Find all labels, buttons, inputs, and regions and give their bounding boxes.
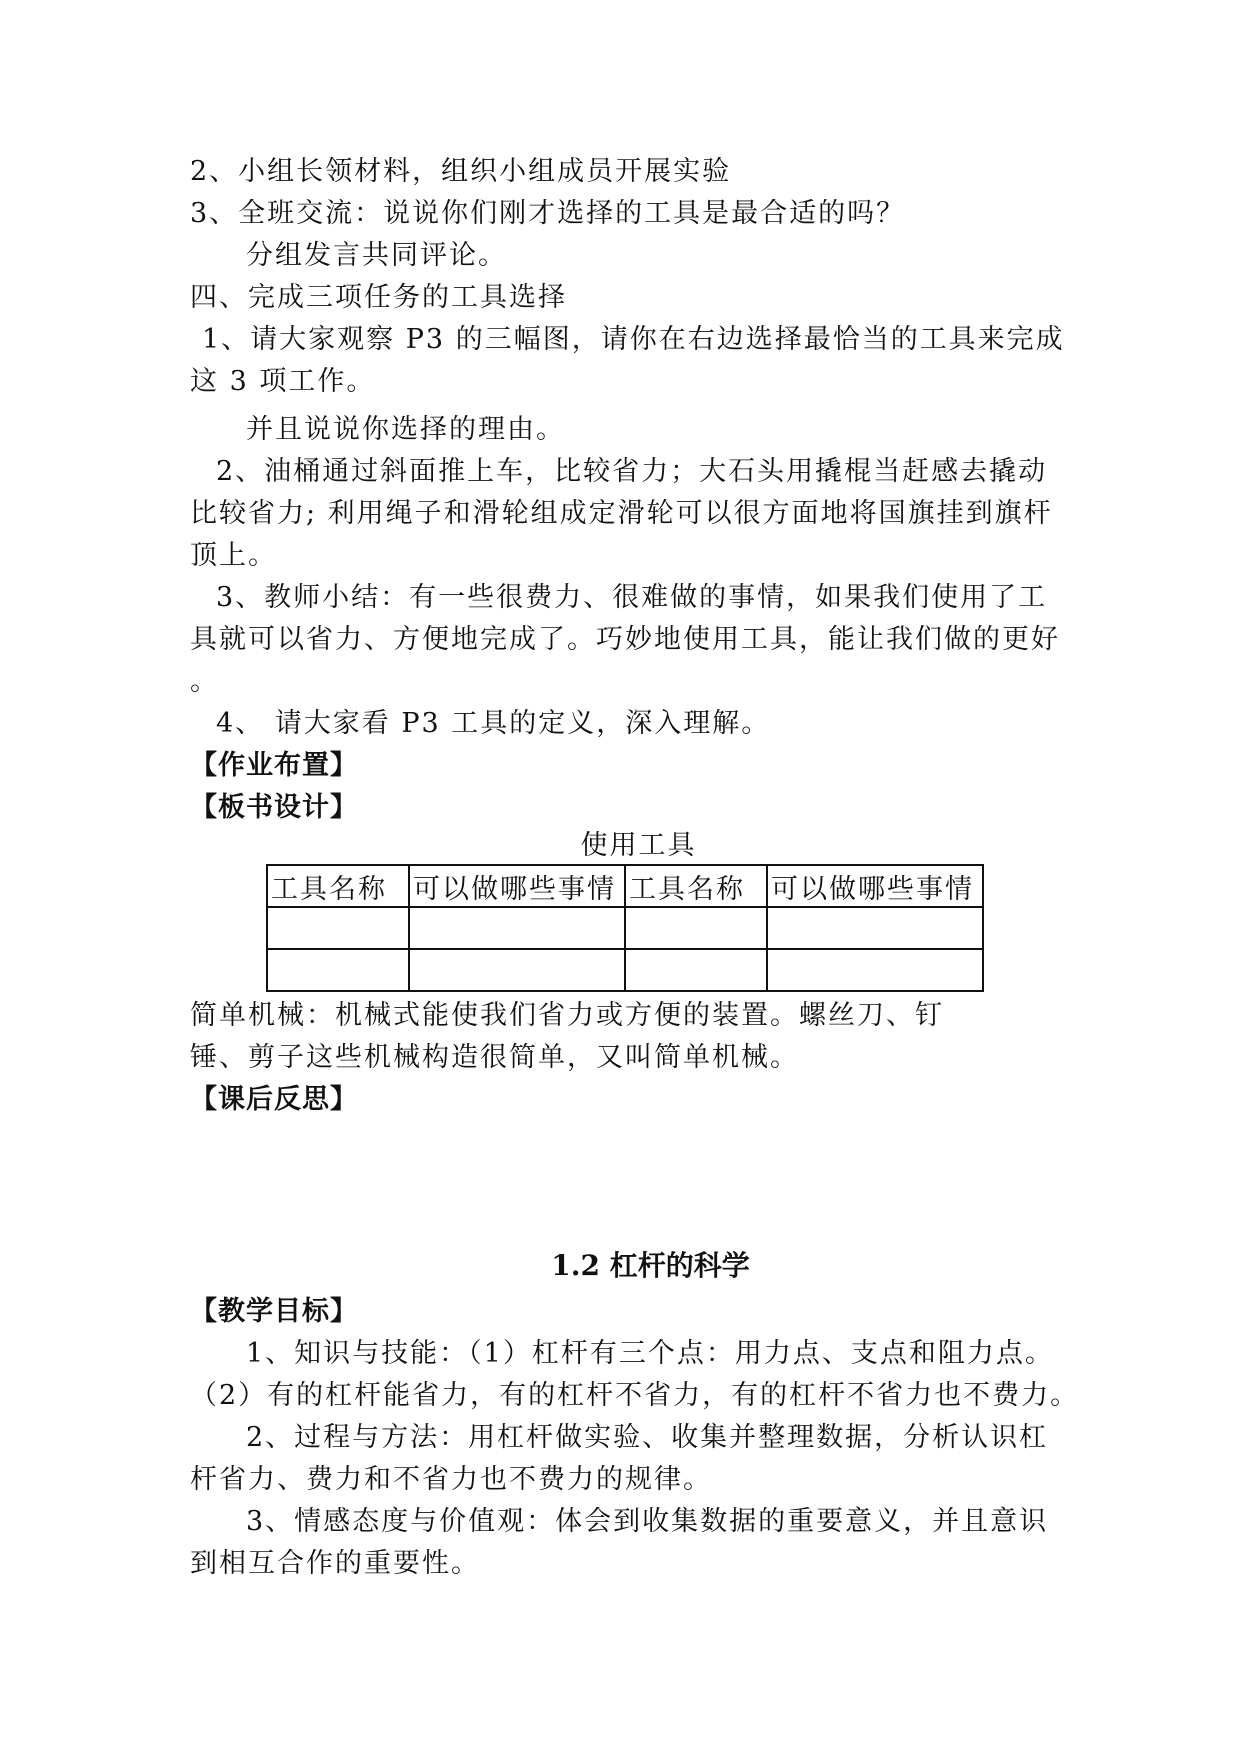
table-cell [767, 907, 983, 949]
text-line: 杆省力、费力和不省力也不费力的规律。 [190, 1464, 712, 1495]
table-cell [625, 907, 767, 949]
text-line: 4、 请大家看 P3 工具的定义，深入理解。 [216, 708, 771, 739]
table-cell [267, 949, 409, 991]
lesson-title: 1.2 杠杆的科学 [551, 1249, 750, 1282]
table-header-cell: 工具名称 [625, 865, 767, 907]
text-line: 3、教师小结：有一些很费力、很难做的事情，如果我们使用了工 [216, 582, 1048, 613]
text-line: 并且说说你选择的理由。 [246, 414, 565, 445]
text-line: 2、过程与方法：用杠杆做实验、收集并整理数据，分析认识杠 [246, 1422, 1049, 1453]
text-line: 到相互合作的重要性。 [190, 1548, 480, 1579]
text-line: 锤、剪子这些机械构造很简单，又叫简单机械。 [190, 1042, 799, 1073]
reflection-heading: 【课后反思】 [190, 1084, 358, 1115]
table-row [267, 949, 983, 991]
text-line: 四、完成三项任务的工具选择 [190, 282, 567, 313]
table-cell [267, 907, 409, 949]
table-caption: 使用工具 [580, 830, 697, 861]
text-line: 2、小组长领材料，组织小组成员开展实验 [190, 156, 732, 187]
text-line: 2、油桶通过斜面推上车，比较省力；大石头用撬棍当赶感去撬动 [216, 456, 1048, 487]
text-line: （2）有的杠杆能省力，有的杠杆不省力，有的杠杆不省力也不费力。 [190, 1380, 1080, 1411]
text-line: 顶上。 [190, 540, 277, 571]
table-header-cell: 可以做哪些事情 [409, 865, 625, 907]
text-line: 简单机械：机械式能使我们省力或方便的装置。螺丝刀、钉 [190, 1000, 944, 1031]
table-header-cell: 工具名称 [267, 865, 409, 907]
table-cell [409, 949, 625, 991]
table-header-cell: 可以做哪些事情 [767, 865, 983, 907]
text-line: 分组发言共同评论。 [246, 240, 507, 271]
text-line: 1、知识与技能：（1）杠杆有三个点：用力点、支点和阻力点。 [246, 1338, 1054, 1369]
board-table [266, 864, 984, 992]
table-header-row [267, 865, 983, 907]
text-line: 3、全班交流：说说你们刚才选择的工具是最合适的吗？ [190, 198, 906, 229]
text-line: 具就可以省力、方便地完成了。巧妙地使用工具，能让我们做的更好 [190, 624, 1060, 655]
text-line: 3、情感态度与价值观：体会到收集数据的重要意义，并且意识 [246, 1506, 1049, 1537]
text-line: 1、请大家观察 P3 的三幅图，请你在右边选择最恰当的工具来完成 [202, 324, 1065, 355]
table-cell [409, 907, 625, 949]
text-line: 。 [190, 666, 219, 697]
table-cell [767, 949, 983, 991]
homework-heading: 【作业布置】 [190, 750, 358, 781]
table-row [267, 907, 983, 949]
text-line: 这 3 项工作。 [190, 366, 376, 397]
text-line: 比较省力; 利用绳子和滑轮组成定滑轮可以很方面地将国旗挂到旗杆 [190, 498, 1053, 529]
goals-heading: 【教学目标】 [190, 1296, 358, 1327]
table-cell [625, 949, 767, 991]
board-design-heading: 【板书设计】 [190, 792, 358, 823]
